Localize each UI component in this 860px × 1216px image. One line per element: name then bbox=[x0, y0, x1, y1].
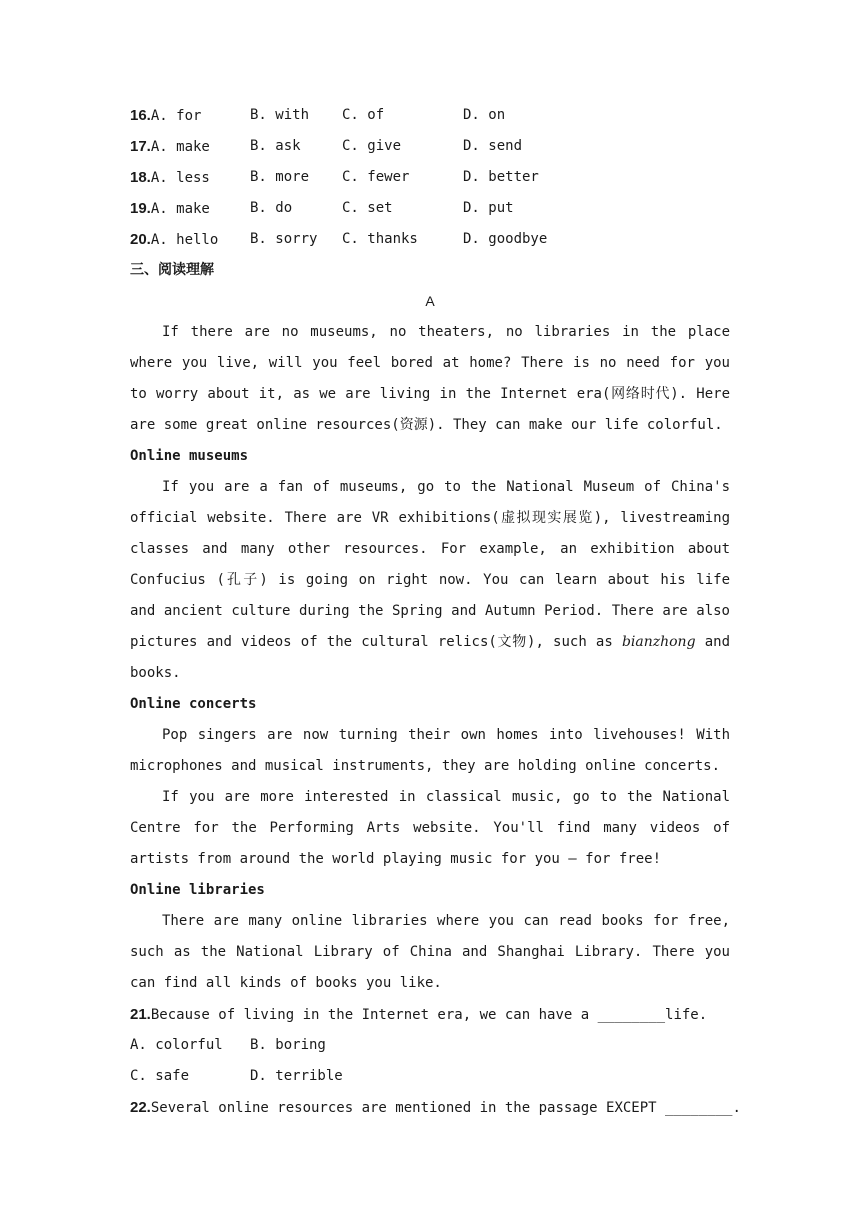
option-a: A. for bbox=[150, 108, 202, 124]
option-d: D. on bbox=[463, 107, 506, 123]
option-c: C. give bbox=[342, 138, 402, 154]
question-22 bbox=[130, 1092, 741, 1123]
question-row bbox=[130, 193, 730, 224]
intro-paragraph: If there are no museums, no theaters, no libraries in the place where you live, will you feel bored at home? There is no need for you to worry about it, as we are living in the Internet era(网络时代). Here are some great online resources(资源). They can make our life colorful. bbox=[130, 324, 730, 433]
question-text: Several online resources are mentioned in the passage EXCEPT ________. bbox=[150, 1100, 741, 1116]
option-c: C. fewer bbox=[342, 169, 410, 185]
question-number: 21. bbox=[130, 1006, 151, 1023]
option-a: A. hello bbox=[150, 232, 219, 248]
question-row bbox=[130, 162, 730, 193]
museums-italic-term: bianzhong bbox=[621, 634, 696, 650]
passage-label: A bbox=[425, 293, 435, 309]
question-number: 20. bbox=[130, 231, 151, 248]
option-a: A. less bbox=[150, 170, 210, 186]
option-b: B. ask bbox=[250, 138, 301, 154]
multiple-choice-list bbox=[130, 100, 730, 255]
question-number: 22. bbox=[130, 1099, 151, 1116]
option-a: A. make bbox=[150, 201, 210, 217]
option-b: B. sorry bbox=[250, 231, 318, 247]
heading-online-concerts: Online concerts bbox=[130, 696, 257, 712]
concerts-paragraph-2: If you are more interested in classical music, go to the National Centre for the Performing Arts website. You'll find many videos of artists from around the world playing music for you — for free! bbox=[130, 789, 730, 867]
museums-text: If you are a fan of museums, go to the National Museum of China's official website. There are VR exhibitions(虚拟现实展览), livestreaming classes and many other resources. For example, an exhibition about Confucius (孔子) is going on right now. You can learn about his life and ancient culture during the Spring and Autumn Period. There are also pictures and videos of the cultural relics(文物), such as bbox=[130, 479, 730, 650]
museums-paragraph bbox=[130, 472, 730, 689]
option-d: D. terrible bbox=[250, 1068, 343, 1084]
question-number: 19. bbox=[130, 200, 151, 217]
libraries-paragraph: There are many online libraries where you can read books for free, such as the National Library of China and Shanghai Library. There you can find all kinds of books you like. bbox=[130, 913, 730, 991]
option-c: C. safe bbox=[130, 1068, 190, 1084]
option-c: C. set bbox=[342, 200, 393, 216]
heading-online-museums: Online museums bbox=[130, 448, 249, 464]
heading-online-libraries: Online libraries bbox=[130, 882, 265, 898]
option-b: B. more bbox=[250, 169, 310, 185]
option-d: D. put bbox=[463, 200, 514, 216]
option-d: D. send bbox=[463, 138, 523, 154]
option-b: B. with bbox=[250, 107, 310, 123]
question-row bbox=[130, 100, 730, 131]
question-number: 18. bbox=[130, 169, 151, 186]
option-c: C. thanks bbox=[342, 231, 418, 247]
section-title: 三、阅读理解 bbox=[130, 262, 214, 278]
question-text: Because of living in the Internet era, we can have a ________life. bbox=[150, 1007, 708, 1023]
option-b: B. boring bbox=[250, 1037, 326, 1053]
option-d: D. better bbox=[463, 169, 539, 185]
worksheet-page bbox=[130, 100, 741, 1123]
option-d: D. goodbye bbox=[463, 231, 548, 247]
option-a: A. colorful bbox=[130, 1037, 223, 1053]
museums-text-end: and books. bbox=[130, 634, 730, 681]
option-c: C. of bbox=[342, 107, 385, 123]
question-number: 17. bbox=[130, 138, 151, 155]
answer-row bbox=[130, 1030, 730, 1061]
question-21 bbox=[130, 999, 730, 1030]
question-row bbox=[130, 224, 730, 255]
option-b: B. do bbox=[250, 200, 293, 216]
answer-row bbox=[130, 1061, 730, 1092]
question-row bbox=[130, 131, 730, 162]
concerts-paragraph-1: Pop singers are now turning their own homes into livehouses! With microphones and musical instruments, they are holding online concerts. bbox=[130, 727, 730, 774]
option-a: A. make bbox=[150, 139, 210, 155]
question-number: 16. bbox=[130, 107, 151, 124]
